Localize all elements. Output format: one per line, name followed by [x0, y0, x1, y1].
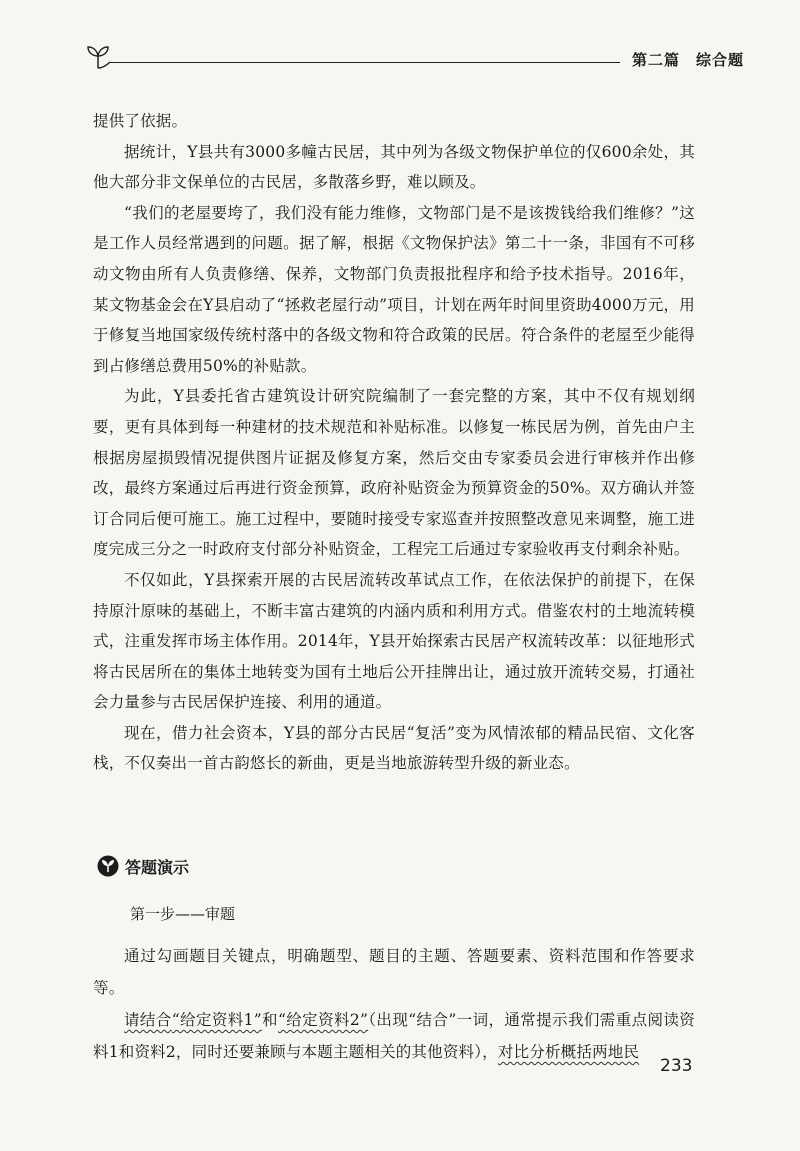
section-title: 答题演示 — [125, 857, 190, 877]
chapter-title: 第二篇 综合题 — [632, 51, 745, 69]
page-header — [84, 40, 745, 76]
body-text — [93, 106, 695, 779]
paragraph: 为此，Y县委托省古建筑设计研究院编制了一套完整的方案，其中不仅有规划纲要，更有具体到每一种建材的技术规范和补贴标准。以修复一栋民居为例，首先由户主根据房屋损毁情况提供图片证据及修复方案，然后交由专家委员会进行审核并作出修改，最终方案通过后再进行资金预算，政府补贴资金为预算资金的50%。双方确认并签订合同后便可施工。施工过程中，要随时接受专家巡查并按照整改意见来调整，施工进度完成三分之一时政府支付部分补贴资金，工程完工后通过专家验收再支付剩余补贴。 — [93, 387, 695, 559]
section-heading — [97, 852, 189, 880]
instruction-text — [93, 940, 695, 1068]
paragraph: 据统计，Y县共有3000多幢古民居，其中列为各级文物保护单位的仅600余处，其他大部分非文保单位的古民居，多散落乡野，难以顾及。 — [93, 142, 695, 192]
keyword-qingjiehe: 请结合 — [124, 1011, 172, 1029]
instruction-paragraph — [93, 1004, 695, 1068]
keyword-material-1: “给定资料1” — [171, 1011, 262, 1029]
paragraph: 不仅如此，Y县探索开展的古民居流转改革试点工作，在依法保护的前提下，在保持原汁原味的基础上，不断丰富古建筑的内涵内质和利用方式。借鉴农村的土地流转模式，注重发挥市场主体作用。2014年，Y县开始探索古民居产权流转改革：以征地形式将古民居所在的集体土地转变为国有土地后公开挂牌出让，通过放开流转交易，打通社会力量参与古民居保护连接、利用的通道。 — [93, 570, 695, 712]
instruction-line: 通过勾画题目关键点，明确题型、题目的主题、答题要素、资料范围和作答要求等。 — [93, 947, 695, 997]
paragraph: 现在，借力社会资本，Y县的部分古民居“复活”变为风情浓郁的精品民宿、文化客栈，不仅奏出一首古韵悠长的新曲，更是当地旅游转型升级的新业态。 — [93, 723, 695, 773]
keyword-compare: 对比分析概括两地民 — [497, 1043, 640, 1061]
header-rule — [110, 62, 620, 63]
keyword-material-2: “给定资料2” — [277, 1011, 369, 1029]
step-heading: 第一步——审题 — [130, 905, 236, 923]
note-text: （出现“结合”一词，通常提示我们需重点阅读资料1和资料2，同时还要兼顾与本题主题相关的其他资料）， — [93, 1011, 696, 1061]
sprout-badge-icon — [97, 855, 119, 877]
sprout-icon — [84, 44, 112, 70]
paragraph: “我们的老屋要垮了，我们没有能力维修，文物部门是不是该拨钱给我们维修？”这是工作人员经常遇到的问题。据了解，根据《文物保护法》第二十一条，非国有不可移动文物由所有人负责修缮、保养，文物部门负责报批程序和给予技术指导。2016年，某文物基金会在Y县启动了“拯救老屋行动”项目，计划在两年时间里资助4000万元，用于修复当地国家级传统村落中的各级文物和符合政策的民居。符合条件的老屋至少能得到占修缮总费用50%的补贴款。 — [93, 203, 695, 375]
paragraph: 提供了依据。 — [93, 112, 188, 130]
page-number: 233 — [660, 1056, 693, 1076]
conj-he: 和 — [261, 1011, 278, 1029]
